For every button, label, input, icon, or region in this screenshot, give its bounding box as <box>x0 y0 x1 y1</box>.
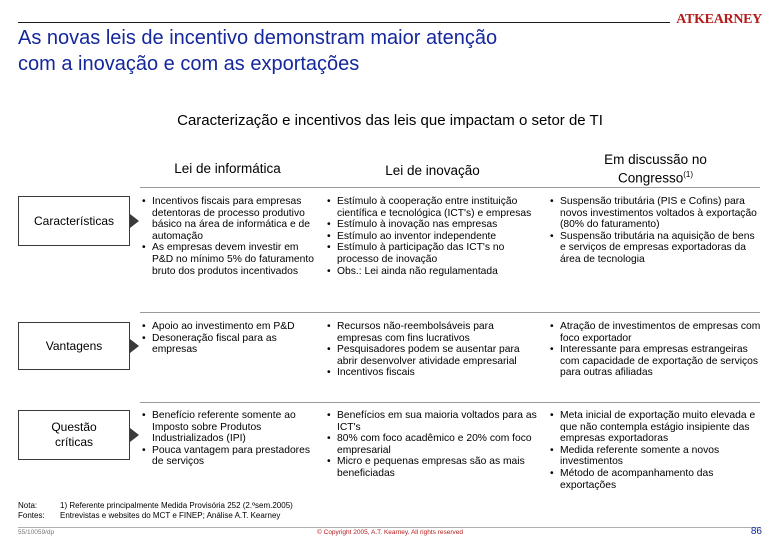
cell-questao-discussao <box>548 410 763 491</box>
column-header-discussao-text: Congresso <box>617 170 684 186</box>
list-item: • Estímulo ao inventor independente <box>325 231 540 243</box>
sources-text: Entrevistas e websites do MCT e FINEP; Análise A.T. Kearney <box>60 511 281 520</box>
list-item: • Suspensão tributária (PIS e Cofins) para novos investimentos voltados à exportação (80% do faturamento) <box>548 196 763 231</box>
page-title-line-2: com a inovação e com as exportações <box>18 53 360 75</box>
list-item: • Estímulo à participação das ICT's no processo de inovação <box>325 242 540 265</box>
cell-questao-inovacao <box>325 410 540 480</box>
column-header-discussao-line-1: Em discussão no <box>604 152 707 167</box>
column-header-discussao <box>548 152 763 186</box>
sources-line <box>18 511 293 521</box>
note-label: Nota: <box>18 501 38 510</box>
document-code: 55/10059/dp <box>18 529 55 536</box>
list-item: • Recursos não-reembolsáveis para empresas com fins lucrativos <box>325 321 540 344</box>
column-header-inovacao: Lei de inovação <box>385 163 480 178</box>
row-label-questao-criticas <box>18 410 130 460</box>
list-item: • Pesquisadores podem se ausentar para abrir desenvolver atividade empresarial <box>325 344 540 367</box>
copyright-notice: © Copyright 2005, A.T. Kearney. All rights reserved <box>317 529 463 536</box>
list-item: • Pouca vantagem para prestadores de serviços <box>140 445 315 468</box>
sources-label: Fontes: <box>18 511 45 520</box>
column-header-discussao-line-2 <box>548 167 763 186</box>
list-item: • Incentivos fiscais <box>325 367 540 379</box>
cell-vantagens-inovacao <box>325 321 540 379</box>
column-header-informatica: Lei de informática <box>174 161 281 176</box>
page-title <box>18 25 698 77</box>
footnotes <box>18 501 293 521</box>
list-item: • Método de acompanhamento das exportações <box>548 468 763 491</box>
list-item: • Apoio ao investimento em P&D <box>140 321 315 333</box>
list-item: • Benefício referente somente ao Imposto sobre Produtos Industrializados (IPI) <box>140 410 315 445</box>
cell-caracteristicas-discussao <box>548 196 763 266</box>
company-logo: ATKEARNEY <box>676 12 762 27</box>
cell-caracteristicas-inovacao <box>325 196 540 277</box>
page-subtitle: Caracterização e incentivos das leis que impactam o setor de TI <box>177 112 603 129</box>
list-item: • Obs.: Lei ainda não regulamentada <box>325 266 540 278</box>
list-item: • Estímulo à cooperação entre instituição científica e tecnológica (ICT's) e empresas <box>325 196 540 219</box>
cell-questao-informatica <box>140 410 315 468</box>
footnote-marker: (1) <box>683 170 694 179</box>
row-label-vantagens: Vantagens <box>18 322 130 370</box>
note-line <box>18 501 293 511</box>
list-item: • Meta inicial de exportação muito elevada e que não contempla estágio insipiente das empresas exportadoras <box>548 410 763 445</box>
list-item: • Incentivos fiscais para empresas detentoras de processo produtivo básico na área de informática e de automação <box>140 196 315 242</box>
list-item: • Atração de investimentos de empresas com foco exportador <box>548 321 763 344</box>
note-text: 1) Referente principalmente Medida Provisória 252 (2.ºsem.2005) <box>60 501 293 510</box>
row-label-text: Questão críticas <box>51 420 97 449</box>
list-item: • As empresas devem investir em P&D no mínimo 5% do faturamento bruto dos produtos incentivados <box>140 242 315 277</box>
list-item: • Benefícios em sua maioria voltados para as ICT's <box>325 410 540 433</box>
list-item: • Micro e pequenas empresas são as mais beneficiadas <box>325 456 540 479</box>
row-divider-1 <box>140 312 760 313</box>
header-rule <box>18 22 670 23</box>
page-number: 86 <box>750 526 762 537</box>
page-title-line-1: As novas leis de incentivo demonstram maior atenção <box>18 27 498 49</box>
list-item: • Suspensão tributária na aquisição de bens e serviços de empresas exportadoras da área de tecnologia <box>548 231 763 266</box>
row-label-caracteristicas: Características <box>18 196 130 246</box>
header-divider <box>140 187 760 188</box>
list-item: • Estímulo à inovação nas empresas <box>325 219 540 231</box>
list-item: • Interessante para empresas estrangeiras com capacidade de exportação de serviços para outras afiliadas <box>548 344 763 379</box>
footer-rule <box>18 527 760 528</box>
list-item: • 80% com foco acadêmico e 20% com foco empresarial <box>325 433 540 456</box>
cell-caracteristicas-informatica <box>140 196 315 277</box>
list-item: • Medida referente somente a novos investimentos <box>548 445 763 468</box>
cell-vantagens-discussao <box>548 321 763 379</box>
list-item: • Desoneração fiscal para as empresas <box>140 333 315 356</box>
row-divider-2 <box>140 402 760 403</box>
cell-vantagens-informatica <box>140 321 315 356</box>
